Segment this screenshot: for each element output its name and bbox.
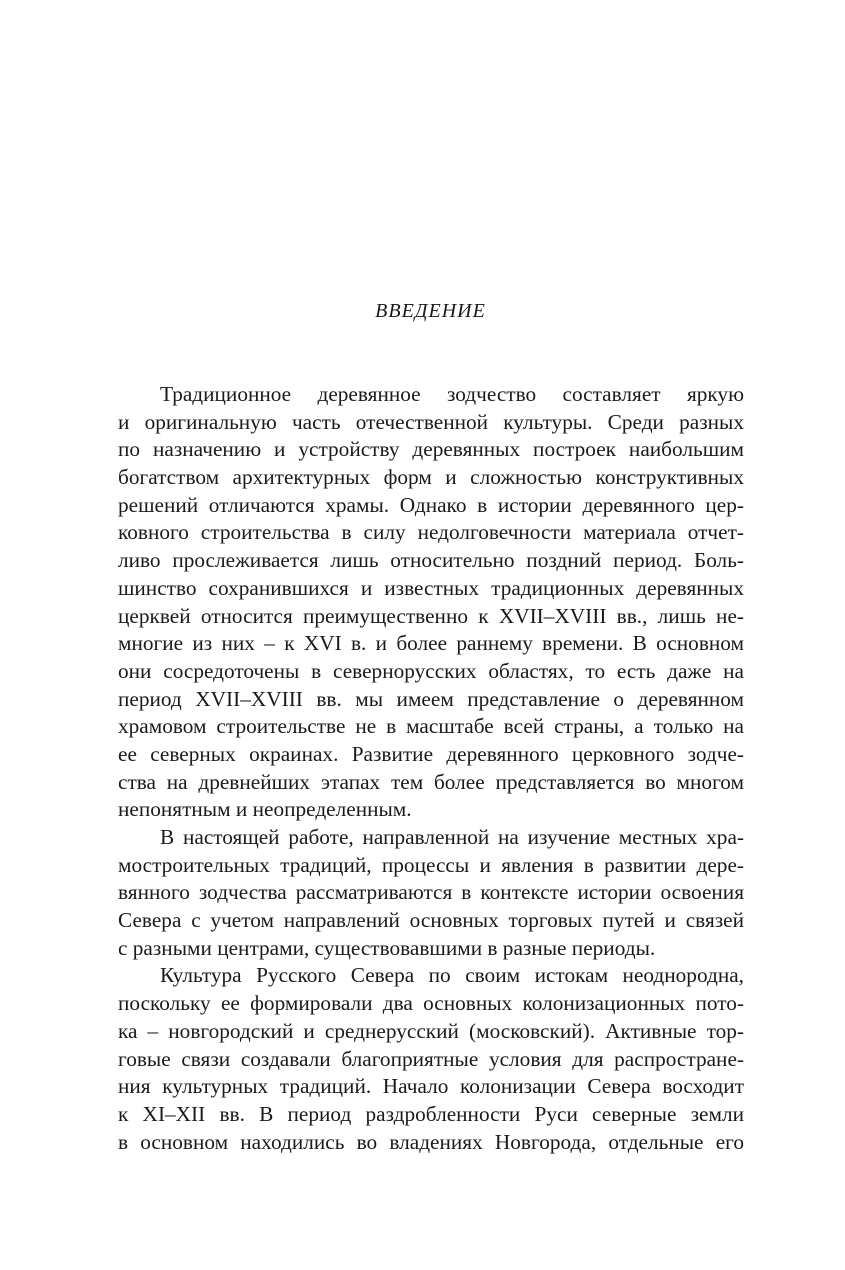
text-line: ливо прослеживается лишь относительно поздний период. Боль-	[118, 548, 744, 573]
text-line: ее северных окраинах. Развитие деревянного церковного зодче-	[118, 741, 744, 766]
text-line: в основном находились во владениях Новгорода, отдельные его	[118, 1129, 744, 1154]
text-line: ковного строительства в силу недолговечности материала отчет-	[118, 520, 744, 545]
text-line: многие из них – к XVI в. и более раннему времени. В основном	[118, 631, 744, 656]
text-line: мостроительных традиций, процессы и явления в развитии дере-	[118, 852, 744, 877]
text-line: церквей относится преимущественно к XVII–XVIII вв., лишь не-	[118, 603, 744, 628]
text-line: к XI–XII вв. В период раздробленности Руси северные земли	[118, 1101, 744, 1126]
text-line: В настоящей работе, направленной на изучение местных хра-	[160, 825, 744, 849]
text-line: богатством архитектурных форм и сложностью конструктивных	[118, 465, 744, 490]
text-line: непонятным и неопределенным.	[118, 797, 412, 822]
chapter-heading: ВВЕДЕНИЕ	[375, 300, 486, 322]
text-line: с разными центрами, существовавшими в разные периоды.	[118, 935, 656, 960]
text-line: они сосредоточены в севернорусских областях, то есть даже на	[118, 658, 744, 683]
text-line: по назначению и устройству деревянных построек наибольшим	[118, 437, 744, 462]
text-line: ния культурных традиций. Начало колонизации Севера восходит	[118, 1074, 744, 1099]
text-line: вянного зодчества рассматриваются в контексте истории освоения	[118, 880, 744, 905]
body-text	[118, 381, 744, 1156]
text-line: Культура Русского Севера по своим истокам неоднородна,	[160, 963, 744, 988]
text-line: период XVII–XVIII вв. мы имеем представление о деревянном	[118, 686, 744, 711]
text-line: ка – новгородский и среднерусский (московский). Активные тор-	[118, 1018, 744, 1043]
text-line: говые связи создавали благоприятные условия для распростране-	[118, 1046, 744, 1071]
text-line: решений отличаются храмы. Однако в истории деревянного цер-	[118, 492, 744, 517]
text-line: шинство сохранившихся и известных традиционных деревянных	[118, 575, 744, 600]
text-line: поскольку ее формировали два основных колонизационных пото-	[118, 991, 744, 1016]
text-line: Традиционное деревянное зодчество составляет яркую	[160, 382, 744, 406]
text-line: и оригинальную часть отечественной культуры. Среди разных	[118, 409, 744, 434]
text-line: ства на древнейших этапах тем более представляется во многом	[118, 769, 744, 794]
text-line: Севера с учетом направлений основных торговых путей и связей	[118, 908, 744, 933]
text-line: храмовом строительстве не в масштабе всей страны, а только на	[118, 714, 744, 739]
